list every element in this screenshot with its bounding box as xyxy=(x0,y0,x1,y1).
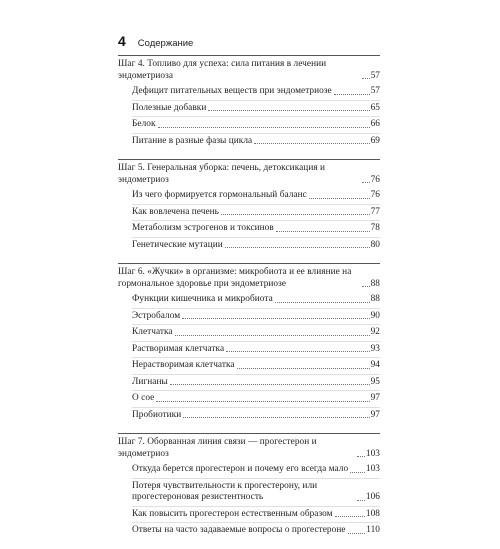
entry-page: 108 xyxy=(365,508,380,519)
entry-page: 93 xyxy=(370,343,380,354)
dot-leader xyxy=(275,302,370,303)
toc-entry xyxy=(132,84,380,101)
chapter-title-line xyxy=(118,267,380,290)
toc-entry xyxy=(132,408,380,424)
dot-leader xyxy=(334,94,370,95)
chapter-title: Шаг 6. «Жучки» в организме: микробиота и ее влияние на гормональное здоровье при эндометриозе xyxy=(118,267,352,289)
toc-chapter xyxy=(118,55,380,149)
dot-leader xyxy=(362,182,370,183)
entry-title: Из чего формируется гормональный баланс xyxy=(132,190,307,200)
dot-leader xyxy=(335,516,365,517)
dot-leader xyxy=(357,456,365,457)
entry-title: Ответы на часто задаваемые вопросы о прогестероне xyxy=(132,525,346,535)
toc-entry xyxy=(132,238,380,254)
dot-leader xyxy=(350,472,365,473)
entry-page: 78 xyxy=(370,223,380,233)
entry-page: 103 xyxy=(365,464,380,474)
dot-leader xyxy=(208,110,369,111)
dot-leader xyxy=(362,78,370,79)
entry-title: Эстробалом xyxy=(132,310,181,321)
toc-entry xyxy=(132,342,380,359)
page-header xyxy=(118,33,193,49)
entry-title: Откуда берется прогестерон и почему его всегда мало xyxy=(132,464,349,474)
entry-page: 95 xyxy=(370,376,380,387)
entry-title: Как повысить прогестерон естественным образом xyxy=(132,508,333,519)
entry-page: 97 xyxy=(370,409,380,420)
toc-entry xyxy=(132,117,380,134)
dot-leader xyxy=(362,286,370,287)
entry-page: 77 xyxy=(370,206,380,217)
entry-title: Потеря чувствительности к прогестерону, или прогестероновая резистентность xyxy=(132,480,318,502)
dot-leader xyxy=(156,401,369,402)
entry-title: Растворимая клетчатка xyxy=(132,343,225,354)
toc-entry xyxy=(132,292,380,309)
toc-entry xyxy=(132,309,380,326)
dot-leader xyxy=(237,368,370,369)
entry-title: Белок xyxy=(132,119,156,129)
entry-title: Полезные добавки xyxy=(132,102,207,113)
entry-page: 57 xyxy=(370,86,380,96)
chapter-page: 88 xyxy=(370,278,380,289)
entry-title: Питание в разные фазы цикла xyxy=(132,135,253,146)
toc-entry xyxy=(132,391,380,408)
dot-leader xyxy=(254,143,369,144)
entry-page: 80 xyxy=(370,239,380,250)
page-number: 4 xyxy=(118,33,126,49)
table-of-contents xyxy=(118,55,380,549)
entry-page: 69 xyxy=(370,135,380,146)
entry-title: Генетические мутации xyxy=(132,239,223,250)
chapter-title: Шаг 7. Оборванная линия связи — прогестерон и эндометриоз xyxy=(118,437,317,459)
entry-title: Клетчатка xyxy=(132,327,173,337)
dot-leader xyxy=(221,214,370,215)
entry-page: 88 xyxy=(370,294,380,304)
chapter-title: Шаг 4. Топливо для успеха: сила питания в лечении эндометриоза xyxy=(118,59,327,81)
dot-leader xyxy=(182,318,369,319)
toc-entry xyxy=(132,523,380,539)
toc-entry xyxy=(132,134,380,150)
chapter-title-line xyxy=(118,59,380,82)
chapter-page: 76 xyxy=(370,174,380,185)
toc-entry xyxy=(132,507,380,524)
entry-page: 106 xyxy=(365,492,380,502)
entry-page: 97 xyxy=(370,393,380,403)
dot-leader xyxy=(226,351,369,352)
chapter-title-line xyxy=(118,437,380,460)
entry-page: 66 xyxy=(370,119,380,129)
toc-chapter xyxy=(118,433,380,539)
toc-entry xyxy=(132,188,380,205)
entry-title: О сое xyxy=(132,393,155,403)
entry-title: Пробиотики xyxy=(132,409,182,420)
toc-entry xyxy=(132,205,380,222)
entry-page: 92 xyxy=(370,327,380,337)
toc-chapter xyxy=(118,159,380,253)
entry-title: Метаболизм эстрогенов и токсинов xyxy=(132,223,274,233)
entry-page: 110 xyxy=(366,525,380,535)
dot-leader xyxy=(348,533,366,534)
toc-entry xyxy=(132,101,380,118)
dot-leader xyxy=(170,384,370,385)
entry-title: Дефицит питательных веществ при эндометриозе xyxy=(132,86,332,96)
dot-leader xyxy=(276,231,370,232)
entry-title: Лигнаны xyxy=(132,376,168,387)
dot-leader xyxy=(175,335,370,336)
entry-page: 65 xyxy=(370,102,380,113)
dot-leader xyxy=(309,198,370,199)
header-title: Содержание xyxy=(137,38,194,49)
entry-page: 94 xyxy=(370,360,380,370)
chapter-page: 57 xyxy=(370,70,380,81)
toc-entry xyxy=(132,375,380,392)
entry-title: Нерастворимая клетчатка xyxy=(132,360,235,370)
chapter-page: 103 xyxy=(365,448,380,459)
dot-leader xyxy=(225,247,370,248)
chapter-title: Шаг 5. Генеральная уборка: печень, детоксикация и эндометриоз xyxy=(118,163,326,185)
toc-entry xyxy=(132,325,380,342)
toc-entry xyxy=(132,479,380,507)
toc-entry xyxy=(132,462,380,479)
entry-page: 90 xyxy=(370,310,380,321)
entry-page: 76 xyxy=(370,190,380,200)
entry-title: Как вовлечена печень xyxy=(132,206,219,217)
chapter-title-line xyxy=(118,163,380,186)
dot-leader xyxy=(158,127,370,128)
entry-title: Функции кишечника и микробиота xyxy=(132,294,273,304)
dot-leader xyxy=(183,417,369,418)
toc-chapter xyxy=(118,263,380,423)
toc-entry xyxy=(132,221,380,238)
toc-entry xyxy=(132,358,380,375)
